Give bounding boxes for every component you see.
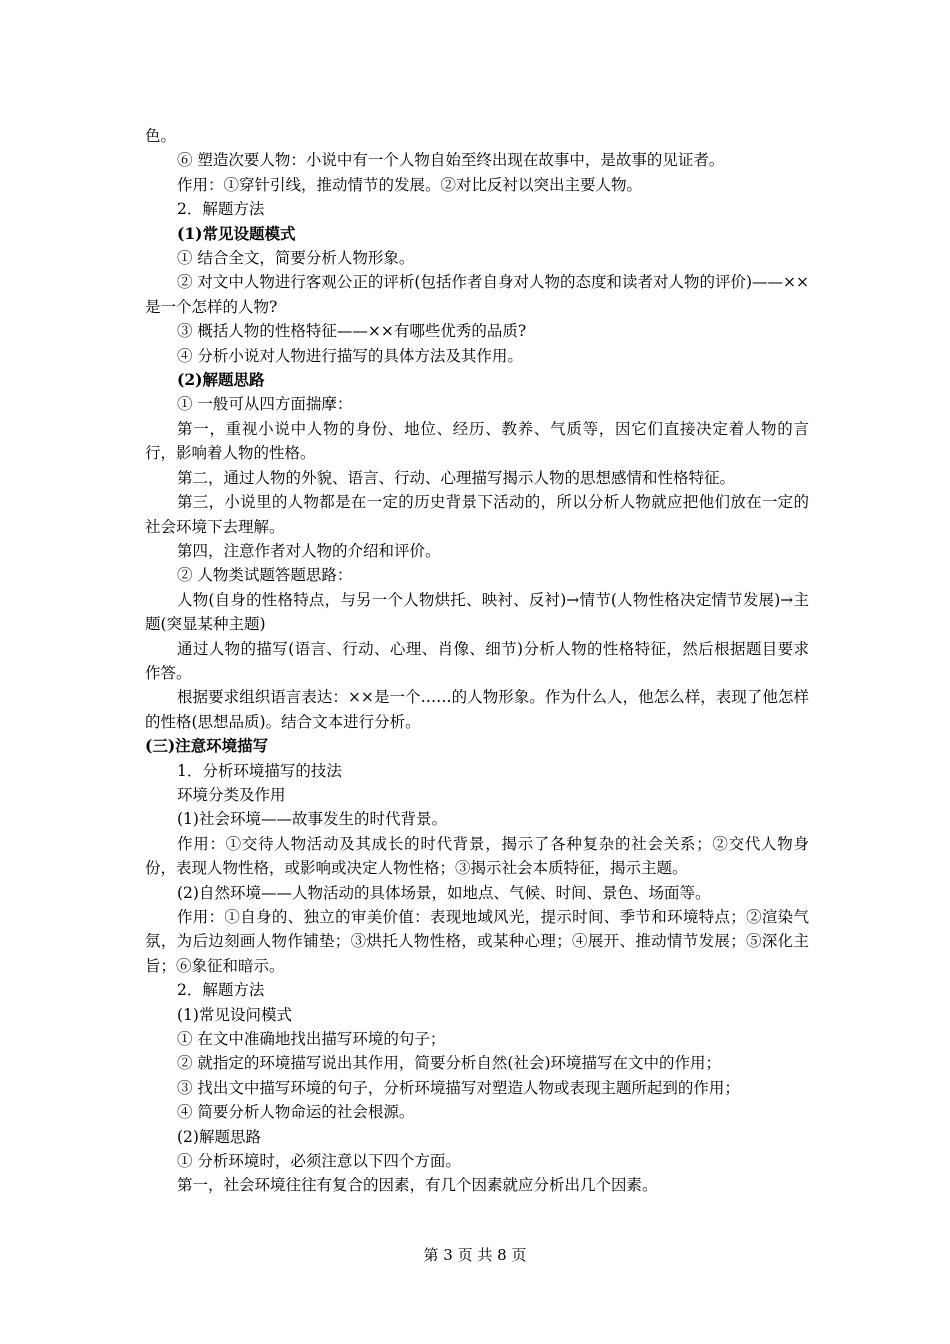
paragraph: 作用：①穿针引线，推动情节的发展。②对比反衬以突出主要人物。 bbox=[177, 175, 643, 194]
paragraph: ⑥ 塑造次要人物：小说中有一个人物自始至终出现在故事中，是故事的见证者。 bbox=[177, 151, 725, 170]
paragraph: ② 人物类试题答题思路： bbox=[177, 566, 353, 585]
paragraph: 第三，小说里的人物都是在一定的历史背景下活动的，所以分析人物就应把他们放在一定的社会环境下去理解。 bbox=[145, 493, 809, 536]
page-footer: 第 3 页 共 8 页 bbox=[423, 1246, 527, 1264]
paragraph: ① 分析环境时，必须注意以下四个方面。 bbox=[177, 1152, 461, 1171]
paragraph: (2)自然环境——人物活动的具体场景，如地点、气候、时间、景色、场面等。 bbox=[177, 883, 711, 902]
paragraph: 作用：①自身的、独立的审美价值：表现地域风光，提示时间、季节和环境特点；②渲染气氛，为后边刻画人物作铺垫；③烘托人物性格，或某种心理；④展开、推动情节发展；⑤深化主旨；⑥象征和暗示。 bbox=[145, 908, 809, 975]
paragraph: ① 一般可从四方面揣摩： bbox=[177, 395, 353, 414]
paragraph: ④ 简要分析人物命运的社会根源。 bbox=[177, 1103, 415, 1122]
paragraph: 作用：①交待人物活动及其成长的时代背景，揭示了各种复杂的社会关系；②交代人物身份，表现人物性格，或影响或决定人物性格；③揭示社会本质特征，揭示主题。 bbox=[145, 834, 809, 878]
paragraph: ① 结合全文，简要分析人物形象。 bbox=[177, 249, 415, 268]
paragraph: 第二，通过人物的外貌、语言、行动、心理描写揭示人物的思想感情和性格特征。 bbox=[177, 468, 736, 487]
paragraph: 第四，注意作者对人物的介绍和评价。 bbox=[177, 541, 441, 560]
paragraph: 2．解题方法 bbox=[177, 981, 265, 1000]
section-heading: (1)常见设题模式 bbox=[177, 223, 296, 243]
paragraph: ② 对文中人物进行客观公正的评析(包括作者自身对人物的态度和读者对人物的评价)——××是一个怎样的人物? bbox=[145, 273, 809, 316]
paragraph: ③ 概括人物的性格特征——××有哪些优秀的品质? bbox=[177, 322, 527, 341]
section-heading: (2)解题思路 bbox=[177, 370, 265, 390]
paragraph: 根据要求组织语言表达：××是一个……的人物形象。作为什么人，他怎么样，表现了他怎样的性格(思想品质)。结合文本进行分析。 bbox=[145, 688, 809, 731]
paragraph: ④ 分析小说对人物进行描写的具体方法及其作用。 bbox=[177, 346, 523, 365]
section-heading: (三)注意环境描写 bbox=[145, 736, 269, 756]
paragraph: ② 就指定的环境描写说出其作用，简要分析自然(社会)环境描写在文中的作用； bbox=[177, 1054, 722, 1073]
paragraph: 第一，社会环境往往有复合的因素，有几个因素就应分析出几个因素。 bbox=[177, 1176, 658, 1195]
paragraph: 1．分析环境描写的技法 bbox=[177, 761, 342, 780]
paragraph: ① 在文中准确地找出描写环境的句子； bbox=[177, 1030, 446, 1049]
paragraph: (1)常见设问模式 bbox=[177, 1005, 292, 1024]
paragraph: 色。 bbox=[145, 127, 177, 145]
paragraph: 第一，重视小说中人物的身份、地位、经历、教养、气质等，因它们直接决定着人物的言行，影响着人物的性格。 bbox=[145, 419, 809, 463]
paragraph: 通过人物的描写(语言、行动、心理、肖像、细节)分析人物的性格特征，然后根据题目要求作答。 bbox=[145, 639, 809, 682]
paragraph: (2)解题思路 bbox=[177, 1127, 261, 1146]
paragraph: ③ 找出文中描写环境的句子，分析环境描写对塑造人物或表现主题所起到的作用； bbox=[177, 1078, 740, 1097]
paragraph: 2．解题方法 bbox=[177, 200, 265, 219]
paragraph: 环境分类及作用 bbox=[177, 785, 286, 804]
paragraph: 人物(自身的性格特点，与另一个人物烘托、映衬、反衬)→情节(人物性格决定情节发展)→主题(突显某种主题) bbox=[145, 590, 809, 634]
paragraph: (1)社会环境——故事发生的时代背景。 bbox=[177, 810, 447, 829]
document-body bbox=[145, 124, 809, 1198]
